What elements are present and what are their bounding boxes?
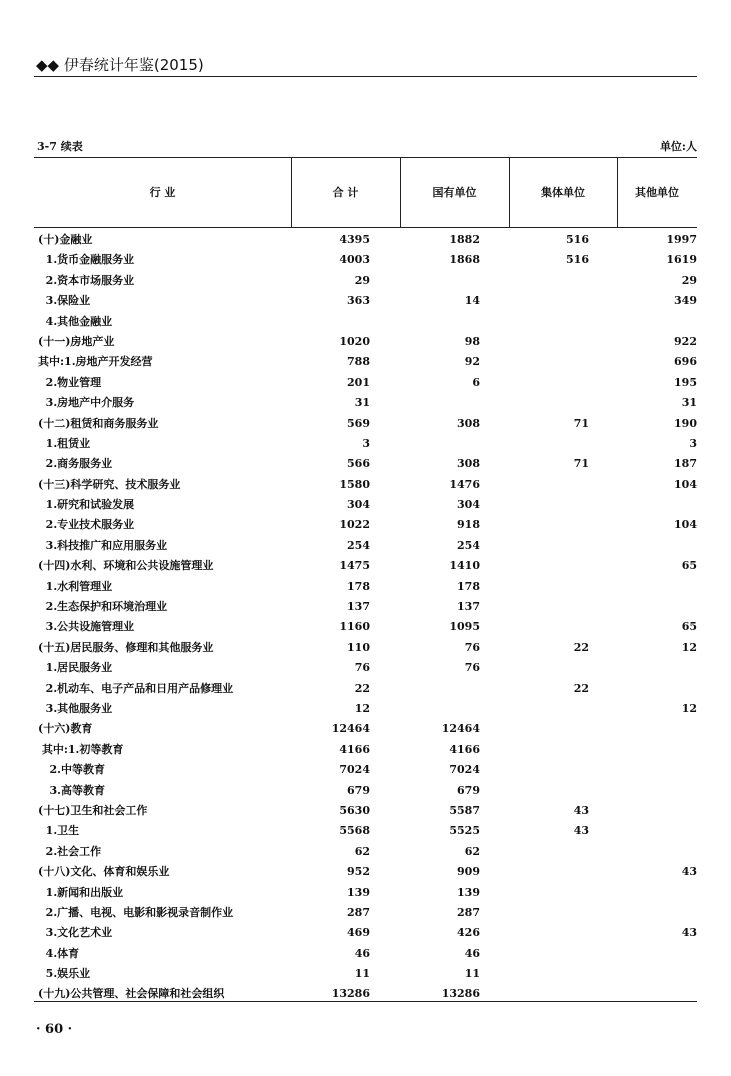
- row-other-units: 187: [674, 457, 697, 471]
- row-collective-units: 43: [573, 803, 589, 817]
- row-state-units: 287: [457, 905, 480, 919]
- row-state-units: 308: [457, 457, 480, 471]
- row-industry-name: 1.货币金融服务业: [38, 253, 135, 267]
- row-industry-name: 4.体育: [38, 946, 80, 960]
- row-total: 1020: [339, 334, 370, 348]
- row-total: 29: [354, 273, 370, 287]
- row-industry-name: (十六)教育: [38, 722, 93, 736]
- table-bottom-rule: [34, 1001, 697, 1002]
- row-total: 22: [354, 681, 370, 695]
- table-row: [34, 781, 697, 801]
- row-total: 5568: [339, 824, 370, 838]
- row-industry-name: 3.科技推广和应用服务业: [38, 538, 168, 552]
- row-other-units: 190: [674, 416, 697, 430]
- row-other-units: 1997: [666, 233, 697, 246]
- row-total: 363: [347, 294, 370, 308]
- row-total: 469: [347, 926, 370, 940]
- row-industry-name: (十八)文化、体育和娱乐业: [38, 865, 170, 879]
- column-header-industry: 行 业: [149, 186, 176, 199]
- row-other-units: 349: [674, 294, 697, 308]
- row-state-units: 62: [464, 844, 480, 858]
- row-other-units: 65: [681, 620, 697, 634]
- table-row: [34, 760, 697, 780]
- row-other-units: 12: [681, 701, 697, 715]
- table-row: [34, 679, 697, 699]
- row-collective-units: 71: [573, 416, 589, 430]
- row-other-units: 43: [681, 865, 697, 879]
- row-industry-name: 2.中等教育: [38, 763, 105, 777]
- row-total: 5630: [339, 803, 370, 817]
- row-industry-name: 其中:1.初等教育: [38, 742, 124, 756]
- row-other-units: 43: [681, 926, 697, 940]
- row-total: 137: [347, 600, 370, 614]
- table-row: [34, 495, 697, 515]
- row-total: 287: [347, 905, 370, 919]
- row-total: 1160: [339, 620, 370, 634]
- row-industry-name: (十一)房地产业: [38, 334, 115, 348]
- row-state-units: 98: [464, 334, 480, 348]
- row-industry-name: 1.居民服务业: [38, 661, 113, 675]
- row-total: 12464: [331, 722, 370, 736]
- table-row: [34, 312, 697, 332]
- row-state-units: 426: [457, 926, 480, 940]
- row-total: 4166: [339, 742, 370, 756]
- table-row: [34, 352, 697, 372]
- row-industry-name: 1.水利管理业: [38, 579, 113, 593]
- row-total: 110: [347, 640, 370, 654]
- row-total: 566: [347, 457, 370, 471]
- row-industry-name: (十九)公共管理、社会保障和社会组织: [38, 987, 225, 1001]
- table-row: [34, 617, 697, 637]
- row-industry-name: 3.其他服务业: [38, 701, 113, 715]
- row-industry-name: 1.租赁业: [38, 436, 91, 450]
- table-row: [34, 699, 697, 719]
- row-other-units: 195: [674, 375, 697, 389]
- row-total: 178: [347, 579, 370, 593]
- table-row: [34, 475, 697, 495]
- row-total: 569: [347, 416, 370, 430]
- row-other-units: 104: [674, 518, 697, 532]
- table-row: [34, 944, 697, 964]
- row-other-units: 65: [681, 559, 697, 573]
- row-industry-name: (十)金融业: [38, 233, 93, 246]
- row-industry-name: 3.文化艺术业: [38, 926, 113, 940]
- table-row: [34, 923, 697, 943]
- row-total: 62: [354, 844, 370, 858]
- row-industry-name: 5.娱乐业: [38, 967, 91, 981]
- column-header-collective: 集体单位: [541, 186, 585, 199]
- row-other-units: 104: [674, 477, 697, 491]
- table-row: [34, 414, 697, 434]
- row-state-units: 1868: [449, 253, 480, 267]
- table-row: [34, 801, 697, 821]
- row-industry-name: 2.广播、电视、电影和影视录音制作业: [38, 905, 234, 919]
- row-state-units: 92: [464, 355, 480, 369]
- row-state-units: 308: [457, 416, 480, 430]
- column-header-total: 合 计: [332, 186, 359, 199]
- row-state-units: 12464: [441, 722, 480, 736]
- row-industry-name: 2.社会工作: [38, 844, 102, 858]
- row-total: 201: [347, 375, 370, 389]
- column-header-state: 国有单位: [432, 186, 477, 199]
- row-other-units: 922: [674, 334, 697, 348]
- table-row: [34, 332, 697, 352]
- row-total: 4003: [339, 253, 370, 267]
- column-header-other: 其他单位: [635, 186, 679, 199]
- row-total: 31: [354, 396, 370, 410]
- row-state-units: 1095: [449, 620, 480, 634]
- row-total: 13286: [331, 987, 370, 1001]
- row-state-units: 46: [464, 946, 480, 960]
- row-state-units: 918: [457, 518, 480, 532]
- table-row: [34, 250, 697, 270]
- row-state-units: 137: [457, 600, 480, 614]
- row-total: 952: [347, 865, 370, 879]
- row-industry-name: 2.物业管理: [38, 375, 102, 389]
- row-total: 254: [347, 538, 370, 552]
- row-total: 11: [354, 967, 370, 981]
- row-total: 788: [347, 355, 370, 369]
- row-collective-units: 43: [573, 824, 589, 838]
- table-row: [34, 577, 697, 597]
- row-total: 3: [362, 436, 370, 450]
- row-state-units: 6: [472, 375, 480, 389]
- row-total: 46: [354, 946, 370, 960]
- table-row: [34, 373, 697, 393]
- row-other-units: 31: [681, 396, 697, 410]
- table-row: [34, 964, 697, 984]
- table-row: [34, 393, 697, 413]
- row-other-units: 1619: [666, 253, 697, 267]
- row-total: 1022: [339, 518, 370, 532]
- row-state-units: 679: [457, 783, 480, 797]
- table-top-rule: [34, 157, 697, 158]
- row-other-units: 12: [681, 640, 697, 654]
- row-state-units: 178: [457, 579, 480, 593]
- row-industry-name: 4.其他金融业: [38, 314, 113, 328]
- row-total: 1475: [339, 559, 370, 573]
- row-industry-name: 1.卫生: [38, 824, 80, 838]
- row-state-units: 11: [464, 967, 480, 981]
- table-row: [34, 556, 697, 576]
- table-row: [34, 597, 697, 617]
- table-row: [34, 740, 697, 760]
- row-state-units: 76: [464, 661, 480, 675]
- row-total: 7024: [339, 763, 370, 777]
- row-state-units: 1476: [449, 477, 480, 491]
- row-industry-name: 2.专业技术服务业: [38, 518, 135, 532]
- table-body: [34, 230, 697, 1005]
- row-industry-name: (十五)居民服务、修理和其他服务业: [38, 640, 214, 654]
- table-row: [34, 821, 697, 841]
- row-other-units: 3: [689, 436, 697, 450]
- row-collective-units: 516: [566, 233, 589, 246]
- row-industry-name: 其中:1.房地产开发经营: [38, 355, 153, 369]
- row-industry-name: 1.研究和试验发展: [38, 498, 135, 512]
- running-header: ◆◆ 伊春统计年鉴(2015): [36, 56, 204, 74]
- row-state-units: 1410: [449, 559, 480, 573]
- row-industry-name: 2.机动车、电子产品和日用产品修理业: [38, 681, 234, 695]
- row-industry-name: 2.生态保护和环境治理业: [38, 600, 168, 614]
- row-collective-units: 22: [573, 640, 589, 654]
- header-rule: [34, 76, 697, 77]
- row-state-units: 5587: [449, 803, 480, 817]
- row-industry-name: 2.资本市场服务业: [38, 273, 135, 287]
- row-total: 304: [347, 498, 370, 512]
- row-total: 4395: [339, 233, 370, 246]
- table-row: [34, 658, 697, 678]
- table-row: [34, 291, 697, 311]
- unit-label: 单位:人: [659, 140, 697, 153]
- table-header-rule: [34, 227, 697, 228]
- table-row: [34, 271, 697, 291]
- row-state-units: 254: [457, 538, 480, 552]
- table-row: [34, 515, 697, 535]
- row-industry-name: 3.房地产中介服务: [38, 396, 135, 410]
- row-industry-name: 2.商务服务业: [38, 457, 113, 471]
- table-row: [34, 454, 697, 474]
- row-state-units: 14: [464, 294, 480, 308]
- row-industry-name: (十二)租赁和商务服务业: [38, 416, 159, 430]
- row-industry-name: (十七)卫生和社会工作: [38, 803, 148, 817]
- table-label: 3-7 续表: [37, 140, 83, 153]
- row-other-units: 696: [674, 355, 697, 369]
- row-state-units: 76: [464, 640, 480, 654]
- row-total: 12: [354, 701, 370, 715]
- row-industry-name: 1.新闻和出版业: [38, 885, 124, 899]
- row-state-units: 4166: [449, 742, 480, 756]
- row-state-units: 13286: [441, 987, 480, 1001]
- row-other-units: 29: [681, 273, 697, 287]
- row-industry-name: 3.公共设施管理业: [38, 620, 135, 634]
- table-row: [34, 862, 697, 882]
- row-total: 139: [347, 885, 370, 899]
- row-collective-units: 22: [573, 681, 589, 695]
- row-total: 76: [354, 661, 370, 675]
- table-row: [34, 903, 697, 923]
- table-row: [34, 883, 697, 903]
- row-state-units: 7024: [449, 763, 480, 777]
- row-total: 1580: [339, 477, 370, 491]
- row-industry-name: 3.保险业: [38, 294, 91, 308]
- table-row: [34, 434, 697, 454]
- table-row: [34, 230, 697, 250]
- table-row: [34, 536, 697, 556]
- row-collective-units: 71: [573, 457, 589, 471]
- row-industry-name: (十三)科学研究、技术服务业: [38, 477, 181, 491]
- table-row: [34, 842, 697, 862]
- row-industry-name: (十四)水利、环境和公共设施管理业: [38, 559, 214, 573]
- table-row: [34, 719, 697, 739]
- row-state-units: 5525: [449, 824, 480, 838]
- row-collective-units: 516: [566, 253, 589, 267]
- row-state-units: 909: [457, 865, 480, 879]
- page-number: · 60 ·: [36, 1022, 73, 1037]
- row-state-units: 304: [457, 498, 480, 512]
- row-total: 679: [347, 783, 370, 797]
- table-row: [34, 638, 697, 658]
- row-state-units: 1882: [449, 233, 480, 246]
- row-state-units: 139: [457, 885, 480, 899]
- row-industry-name: 3.高等教育: [38, 783, 105, 797]
